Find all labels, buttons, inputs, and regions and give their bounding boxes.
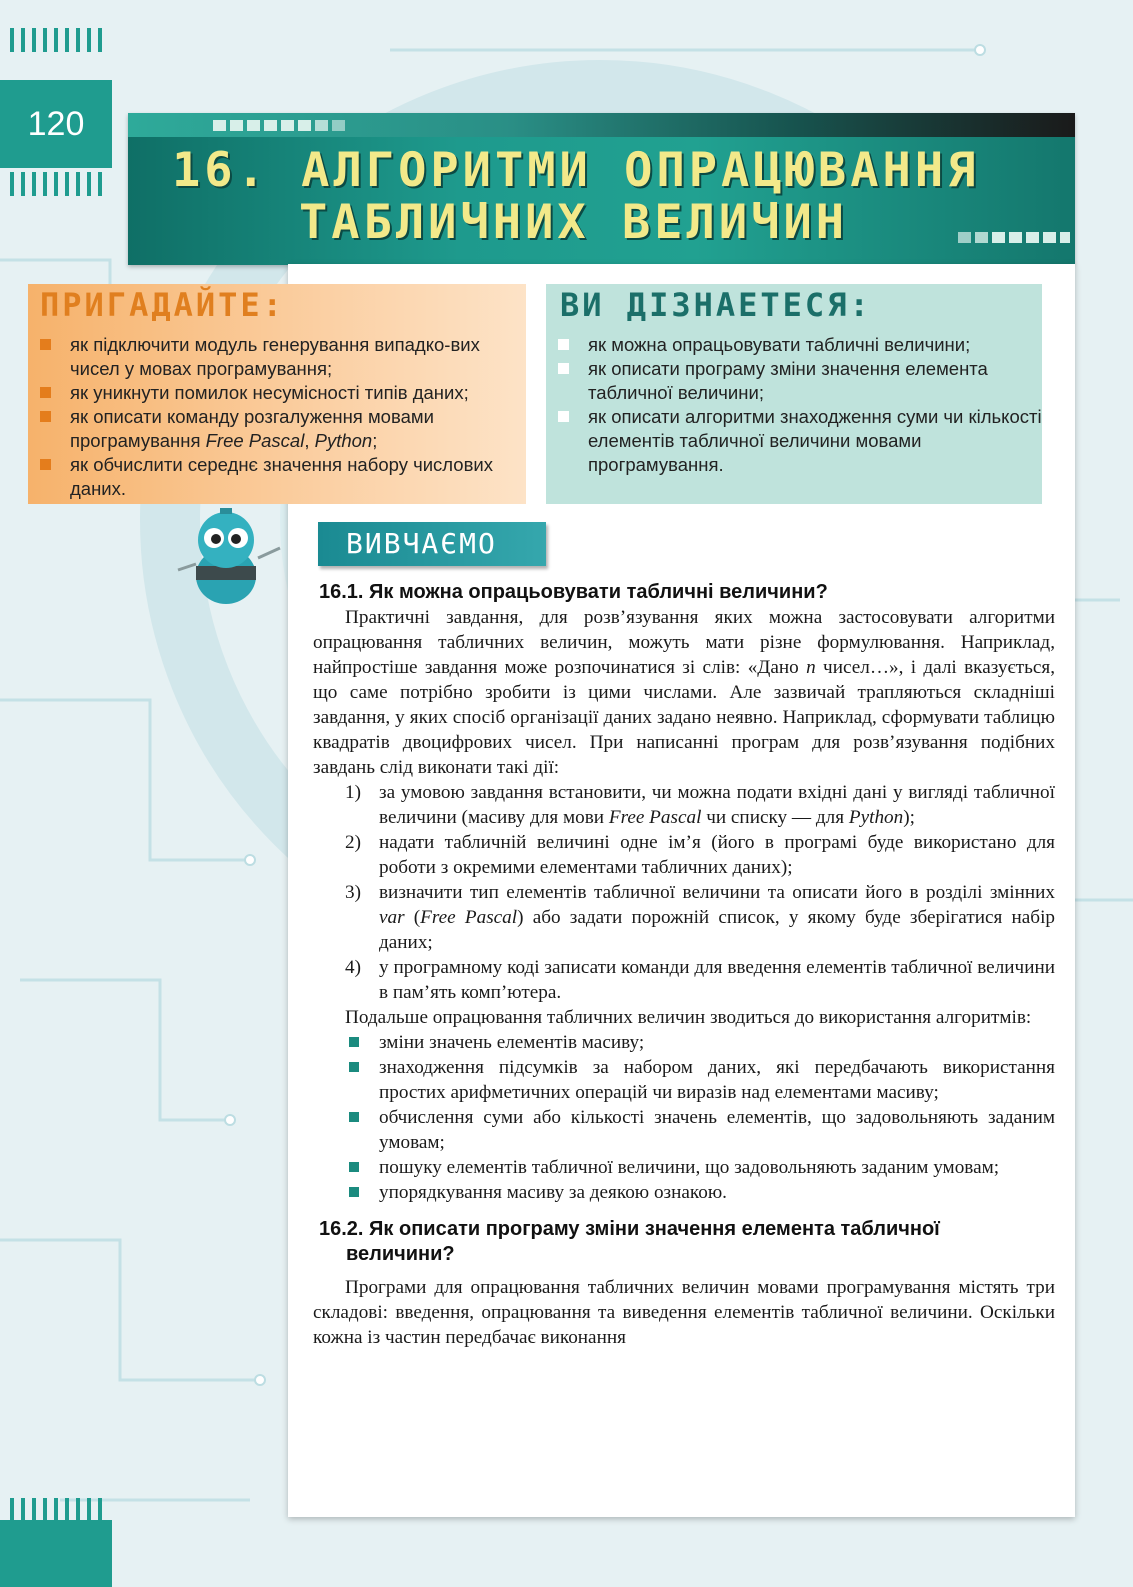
square-bullet-icon — [558, 363, 569, 374]
list-item: знаходження підсумків за набором даних, які передбачають використання простих арифметичних операцій чи виразів над елементами масиву; — [313, 1055, 1055, 1105]
list-item: обчислення суми або кількості значень елементів, що задовольняють заданим умовам; — [313, 1105, 1055, 1155]
list-item: як описати програму зміни значення елемента табличної величини; — [558, 357, 1042, 405]
page-number-block — [0, 28, 112, 198]
chapter-title — [172, 145, 1052, 249]
recall-box — [28, 284, 526, 504]
list-item: як підключити модуль генерування випадко-вих чисел у мовах програмування; — [40, 333, 526, 381]
chapter-title-line2: ТАБЛИЧНИХ ВЕЛИЧИН — [299, 195, 849, 250]
chip-pins-top — [10, 28, 102, 52]
list-item: 1) за умовою завдання встановити, чи можна подати вхідні дані у вигляді табличної величини (масиву для мови Free Pascal чи списку — для Python); — [345, 782, 1055, 828]
list-item: як уникнути помилок несумісності типів даних; — [40, 381, 526, 405]
chip-pins-bottom — [10, 172, 102, 196]
paragraph: Подальше опрацювання табличних величин зводиться до використання алгоритмів: — [345, 1007, 1032, 1028]
square-bullet-icon — [40, 339, 51, 350]
steps-list — [313, 780, 1055, 1005]
square-bullet-icon — [349, 1112, 359, 1122]
list-item: 2) надати табличній величині одне ім’я (його в програмі буде використано для роботи з окремими елементами табличних даних); — [345, 832, 1055, 878]
paragraph: Практичні завдання, для розв’язування яких можна застосовувати алгоритми опрацювання табличних величин, можуть мати різне формулювання. Наприклад, найпростіше завдання може розпочинатися зі слів: «Дано n чисел…», і далі вказується, що саме потрібно зробити із цими числами. Але зазвичай трапляються складніші завдання, у яких спосіб організації даних задано неявно. Наприклад, сформувати таблицю квадратів двоцифрових чисел. При написанні програм для розв’язування подібних завдань слід виконати такі дії: — [313, 607, 1055, 778]
chip-pins-footer — [10, 1498, 102, 1522]
list-item: 4) у програмному коді записати команди для введення елементів табличної величини в пам’ять комп’ютера. — [345, 957, 1055, 1003]
square-bullet-icon — [349, 1062, 359, 1072]
robot-mascot-icon — [168, 508, 286, 608]
list-item: упорядкування масиву за деякою ознакою. — [313, 1180, 1055, 1205]
section-heading-16-1: 16.1. Як можна опрацьовувати табличні величини? — [319, 581, 828, 603]
algorithms-list — [313, 1030, 1055, 1205]
square-bullet-icon — [40, 387, 51, 398]
square-bullet-icon — [349, 1037, 359, 1047]
learn-list — [558, 333, 1042, 477]
list-item: як описати алгоритми знаходження суми чи кількості елементів табличної величини мовами програмування. — [558, 405, 1042, 477]
square-bullet-icon — [558, 411, 569, 422]
learn-box — [546, 284, 1042, 504]
page-number: 120 — [0, 80, 112, 168]
list-item: як можна опрацьовувати табличні величини; — [558, 333, 1042, 357]
chapter-title-line1: 16. АЛГОРИТМИ ОПРАЦЮВАННЯ — [172, 143, 980, 198]
study-section-tag: ВИВЧАЄМО — [318, 522, 546, 566]
square-bullet-icon — [40, 411, 51, 422]
square-bullet-icon — [558, 339, 569, 350]
list-item: 3) визначити тип елементів табличної величини та описати його в розділі змінних var (Free Pascal) або задати порожній список, у якому буде зберігатися набір даних; — [345, 882, 1055, 953]
list-item: пошуку елементів табличної величини, що задовольняють заданим умовам; — [313, 1155, 1055, 1180]
learn-heading: ВИ ДІЗНАЕТЕСЯ: — [560, 286, 872, 324]
square-bullet-icon — [40, 459, 51, 470]
recall-list — [40, 333, 526, 501]
lesson-content — [313, 580, 1055, 1350]
chapter-title-banner — [128, 113, 1075, 265]
list-item: як описати команду розгалуження мовами програмування Free Pascal, Python; — [40, 405, 526, 453]
list-item: зміни значень елементів масиву; — [313, 1030, 1055, 1055]
square-bullet-icon — [349, 1162, 359, 1172]
square-bullet-icon — [349, 1187, 359, 1197]
paragraph: Програми для опрацювання табличних величин мовами програмування містять три складові: введення, опрацювання та виведення елементів табличної величини. Оскільки кожна із частин передбачає виконання — [313, 1277, 1055, 1348]
recall-heading: ПРИГАДАЙТЕ: — [40, 286, 285, 324]
list-item: як обчислити середнє значення набору числових даних. — [40, 453, 526, 501]
section-heading-16-2: 16.2. Як описати програму зміни значення елемента табличної величини? — [319, 1218, 940, 1265]
